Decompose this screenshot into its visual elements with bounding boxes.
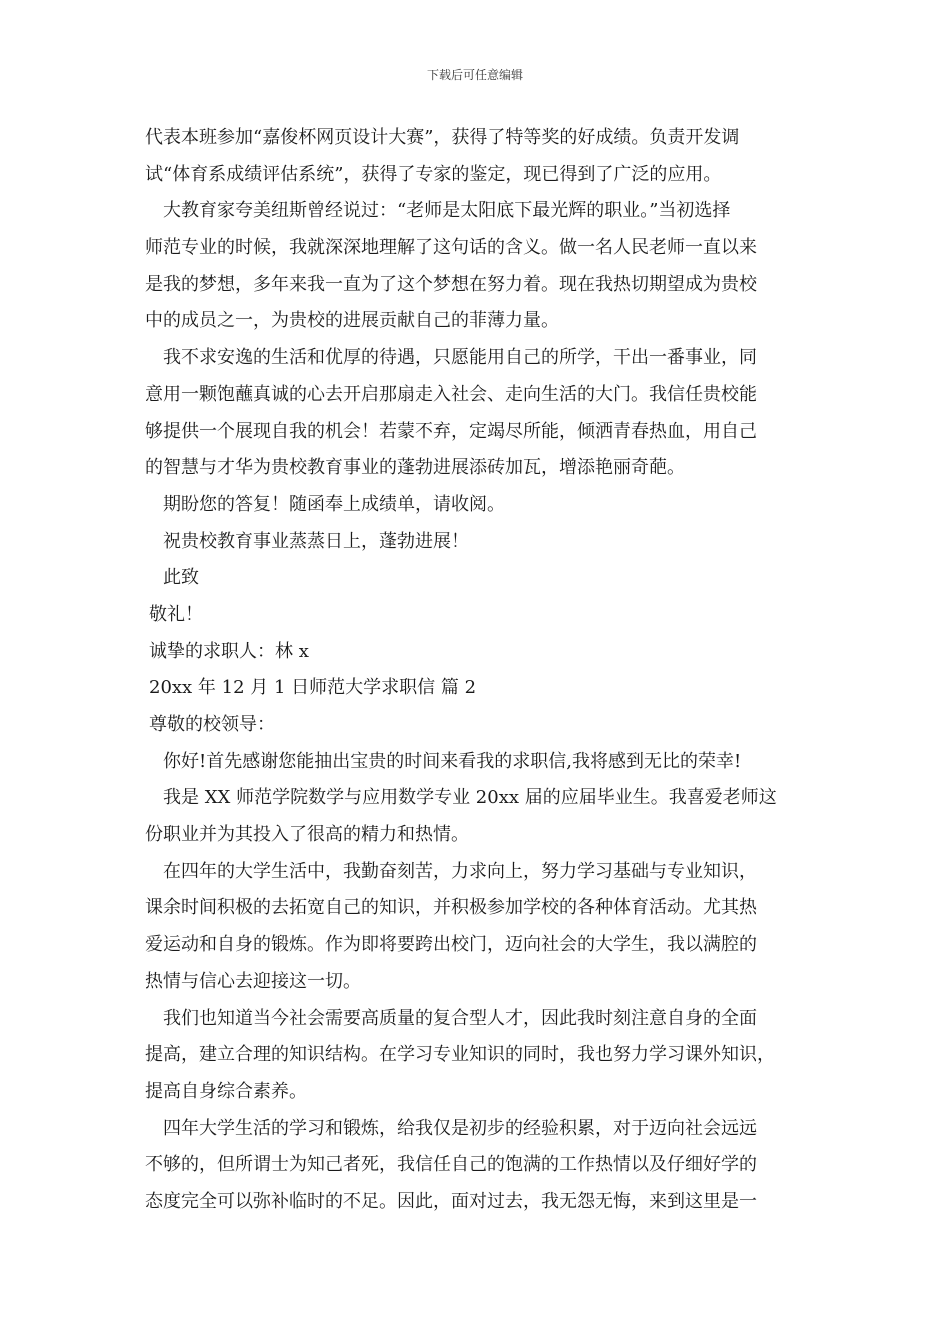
text-line: 够提供一个展现自我的机会！若蒙不弃，定竭尽所能，倾洒青春热血，用自己 (145, 420, 757, 442)
text-line: 我们也知道当今社会需要高质量的复合型人才，因此我时刻注意自身的全面 (163, 1007, 757, 1029)
text-line: 热情与信心去迎接这一切。 (145, 970, 361, 992)
text-line: 期盼您的答复！随函奉上成绩单，请收阅。 (163, 493, 505, 515)
text-line: 诚挚的求职人：林 x (149, 640, 309, 662)
text-line: 爱运动和自身的锻炼。作为即将要跨出校门，迈向社会的大学生，我以满腔的 (145, 934, 757, 956)
text-line: 敬礼！ (149, 603, 203, 625)
text-line: 的智慧与才华为贵校教育事业的蓬勃进展添砖加瓦，增添艳丽奇葩。 (145, 457, 685, 479)
text-line: 你好!首先感谢您能抽出宝贵的时间来看我的求职信,我将感到无比的荣幸! (163, 750, 742, 772)
document-body (145, 120, 825, 1221)
text-line: 试“体育系成绩评估系统”，获得了专家的鉴定，现已得到了广泛的应用。 (145, 163, 722, 185)
text-line: 在四年的大学生活中，我勤奋刻苦，力求向上，努力学习基础与专业知识， (163, 860, 757, 882)
text-line: 四年大学生活的学习和锻炼，给我仅是初步的经验积累，对于迈向社会远远 (163, 1117, 757, 1139)
text-line: 态度完全可以弥补临时的不足。因此，面对过去，我无怨无悔，来到这里是一 (145, 1190, 757, 1212)
text-line: 师范专业的时候，我就深深地理解了这句话的含义。做一名人民老师一直以来 (145, 237, 757, 259)
text-line: 中的成员之一，为贵校的进展贡献自己的菲薄力量。 (145, 310, 559, 332)
text-line: 大教育家夸美纽斯曾经说过：“老师是太阳底下最光辉的职业。”当初选择 (163, 200, 731, 222)
text-line: 代表本班参加“嘉俊杯网页设计大赛”，获得了特等奖的好成绩。负责开发调 (145, 127, 740, 148)
text-line: 尊敬的校领导： (149, 714, 275, 735)
text-line: 提高自身综合素养。 (145, 1080, 307, 1102)
text-line: 课余时间积极的去拓宽自己的知识，并积极参加学校的各种体育活动。尤其热 (145, 897, 757, 919)
text-line: 我是 XX 师范学院数学与应用数学专业 20xx 届的应届毕业生。我喜爱老师这 (163, 787, 777, 809)
text-line: 此致 (163, 567, 199, 589)
text-line: 我不求安逸的生活和优厚的待遇，只愿能用自己的所学，干出一番事业，同 (163, 347, 757, 369)
text-line: 提高，建立合理的知识结构。在学习专业知识的同时，我也努力学习课外知识， (145, 1044, 775, 1066)
text-line: 20xx 年 12 月 1 日师范大学求职信 篇 2 (149, 677, 477, 699)
text-line: 是我的梦想，多年来我一直为了这个梦想在努力着。现在我热切期望成为贵校 (145, 273, 757, 295)
text-line: 意用一颗饱蘸真诚的心去开启那扇走入社会、走向生活的大门。我信任贵校能 (145, 383, 757, 405)
page-header: 下载后可任意编辑 (426, 68, 523, 82)
text-line: 不够的，但所谓士为知己者死，我信任自己的饱满的工作热情以及仔细好学的 (145, 1154, 757, 1176)
text-line: 祝贵校教育事业蒸蒸日上，蓬勃进展！ (163, 530, 469, 552)
text-line: 份职业并为其投入了很高的精力和热情。 (145, 824, 469, 846)
